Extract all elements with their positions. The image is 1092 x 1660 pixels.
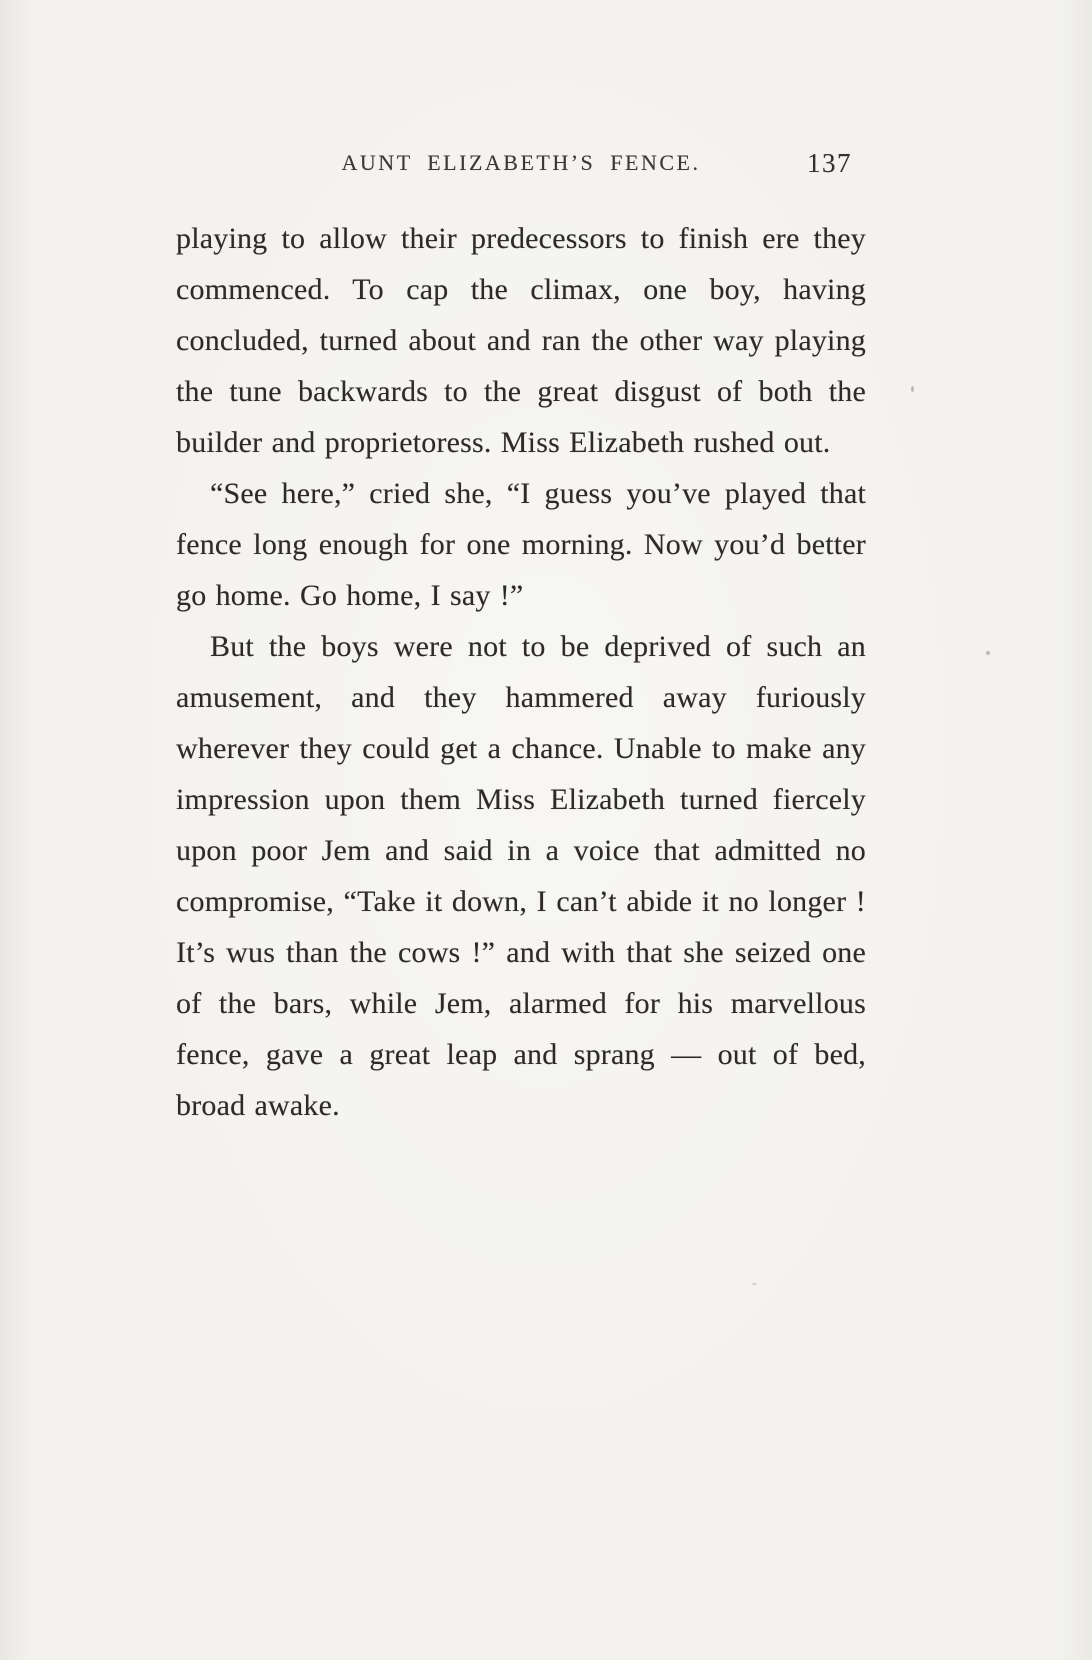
page-body [176,213,866,1131]
scan-speck [752,1283,757,1285]
scan-speck [986,651,990,655]
paragraph: “See here,” cried she, “I guess you’ve played that fence long enough for one morning. Now you’d better go home. Go home, I say !” [176,477,866,612]
paragraph: But the boys were not to be deprived of such an amusement, and they hammered away furiously wherever they could get a chance. Unable to make any impression upon them Miss Elizabeth turned fiercely upon poor Jem and said in a voice that admitted no compromise, “Take it down, I can’t abide it no longer ! It’s wus than the cows !” and with that she seized one of the bars, while Jem, alarmed for his marvellous fence, gave a great leap and sprang — out of bed, broad awake. [176,630,866,1122]
running-title: AUNT ELIZABETH’S FENCE. [341,150,701,175]
page-header [176,150,866,184]
paragraph: playing to allow their predecessors to finish ere they commenced. To cap the climax, one boy, having concluded, turned about and ran the other way playing the tune backwards to the great disgust of both the builder and proprietoress. Miss Elizabeth rushed out. [176,222,866,459]
page-number: 137 [807,148,852,178]
scan-speck [911,386,914,392]
